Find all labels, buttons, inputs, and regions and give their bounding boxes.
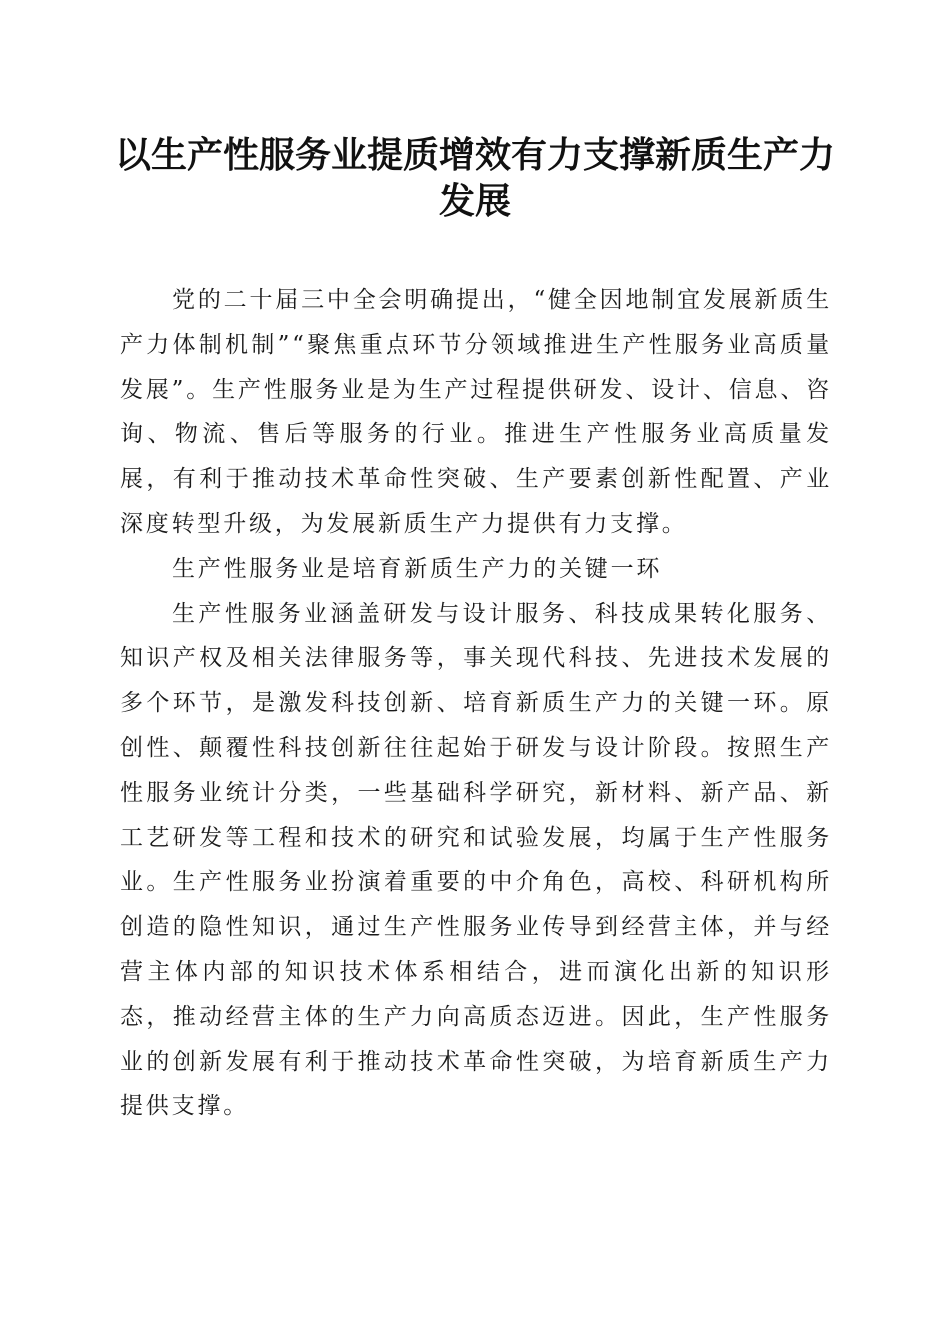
body-paragraph: 生产性服务业涵盖研发与设计服务、科技成果转化服务、知识产权及相关法律服务等，事关现代科技、先进技术发展的多个环节，是激发科技创新、培育新质生产力的关键一环。原创性、颠覆性科技创新往往起始于研发与设计阶段。按照生产性服务业统计分类，一些基础科学研究，新材料、新产品、新工艺研发等工程和技术的研究和试验发展，均属于生产性服务业。生产性服务业扮演着重要的中介角色，高校、科研机构所创造的隐性知识，通过生产性服务业传导到经营主体，并与经营主体内部的知识技术体系相结合，进而演化出新的知识形态，推动经营主体的生产力向高质态迈进。因此，生产性服务业的创新发展有利于推动技术革命性突破，为培育新质生产力提供支撑。 [120, 600, 832, 1120]
document-title [110, 132, 840, 224]
title-line-1: 以生产性服务业提质增效有力支撑新质生产力 [114, 134, 835, 176]
document-body [120, 278, 832, 1129]
title-line-2: 发展 [438, 180, 511, 222]
intro-paragraph: 党的二十届三中全会明确提出，“健全因地制宜发展新质生产力体制机制”“聚焦重点环节分领域推进生产性服务业高质量发展”。生产性服务业是为生产过程提供研发、设计、信息、咨询、物流、售后等服务的行业。推进生产性服务业高质量发展，有利于推动技术革命性突破、生产要素创新性配置、产业深度转型升级，为发展新质生产力提供有力支撑。 [120, 287, 832, 537]
section-heading: 生产性服务业是培育新质生产力的关键一环 [172, 555, 663, 582]
